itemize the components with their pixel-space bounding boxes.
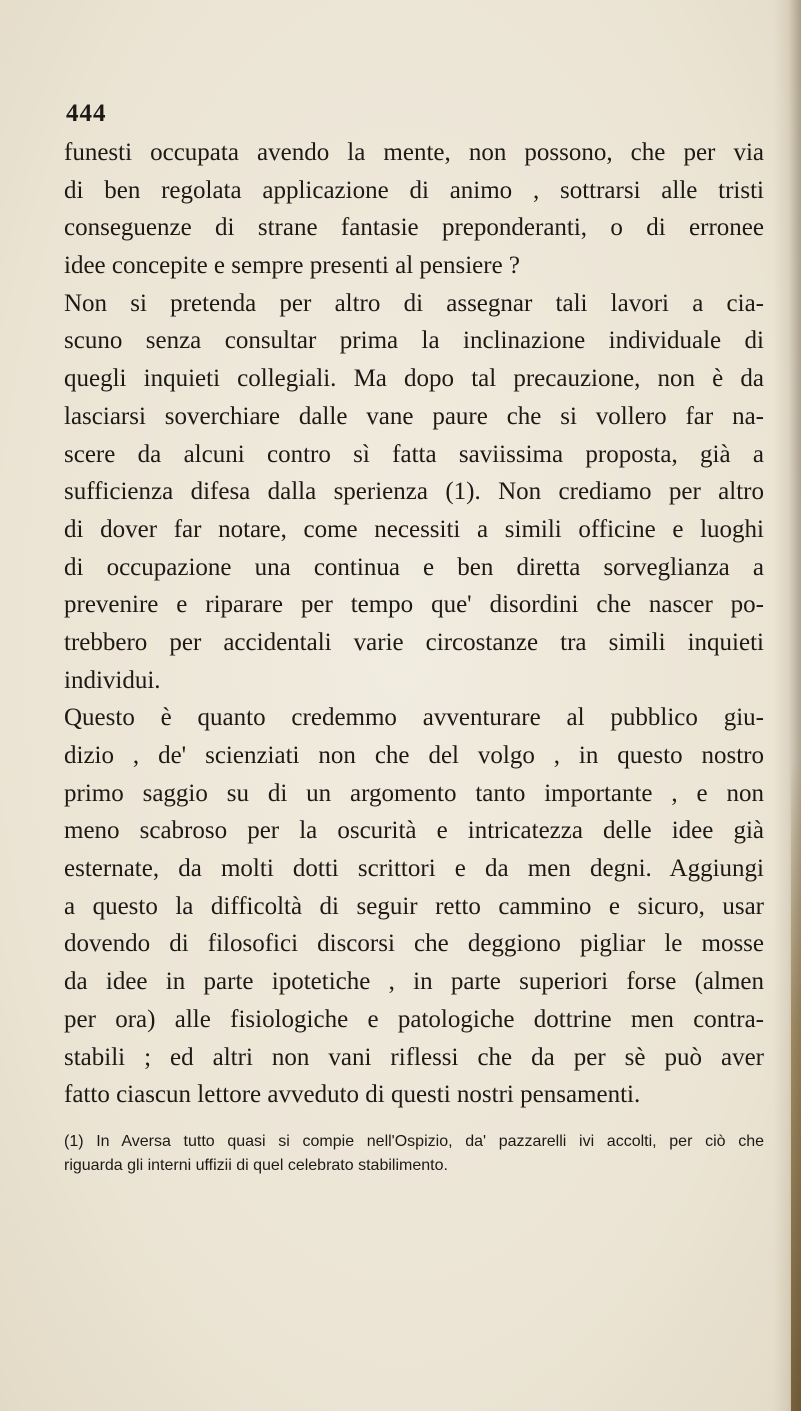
text-line: trebbero per accidentali varie circostanze tra simili inquieti — [64, 628, 764, 656]
page-number: 444 — [66, 100, 107, 127]
footnote-line: riguarda gli interni uffizii di quel celebrato stabilimento. — [64, 1157, 448, 1174]
text-line: quegli inquieti collegiali. Ma dopo tal precauzione, non è da — [64, 365, 764, 393]
text-line: fatto ciascun lettore avveduto di questi nostri pensamenti. — [64, 1081, 641, 1109]
text-line: dizio , de' scienziati non che del volgo , in questo nostro — [64, 742, 764, 769]
text-line: esternate, da molti dotti scrittori e da men degni. Aggiungi — [64, 855, 764, 883]
text-line: per ora) alle fisiologiche e patologiche dottrine men contra- — [64, 1005, 764, 1033]
text-line: stabili ; ed altri non vani riflessi che da per sè può aver — [64, 1043, 764, 1071]
footnote — [64, 1130, 764, 1178]
text-line: sufficienza difesa dalla sperienza (1). Non crediamo per altro — [64, 478, 764, 506]
text-line: Questo è quanto credemmo avventurare al pubblico giu- — [64, 704, 764, 732]
page-edge-stain — [791, 760, 801, 1411]
text-line: di occupazione una continua e ben diretta sorveglianza a — [64, 553, 764, 581]
text-line: conseguenze di strane fantasie preponderanti, o di erronee — [64, 214, 764, 242]
text-line: primo saggio su di un argomento tanto importante , e non — [64, 779, 764, 807]
text-line: meno scabroso per la oscurità e intricatezza delle idee già — [64, 817, 764, 845]
text-line: Non si pretenda per altro di assegnar tali lavori a cia- — [64, 289, 764, 317]
text-line: dovendo di filosofici discorsi che deggiono pigliar le mosse — [64, 930, 764, 958]
text-line: scere da alcuni contro sì fatta saviissima proposta, già a — [64, 440, 764, 468]
text-line: prevenire e riparare per tempo que' disordini che nascer po- — [64, 591, 764, 619]
footnote-line: (1) In Aversa tutto quasi si compie nell'Ospizio, da' pazzarelli ivi accolti, per ciò che — [64, 1133, 764, 1150]
text-line: di dover far notare, come necessiti a simili officine e luoghi — [64, 515, 764, 543]
body-text — [64, 134, 764, 1114]
text-line: idee concepite e sempre presenti al pensiere ? — [64, 252, 521, 280]
text-line: di ben regolata applicazione di animo , sottrarsi alle tristi — [64, 176, 764, 204]
text-line: individui. — [64, 666, 161, 694]
text-line: a questo la difficoltà di seguir retto cammino e sicuro, usar — [64, 892, 764, 920]
text-line: lasciarsi soverchiare dalle vane paure che si vollero far na- — [64, 402, 764, 430]
text-line: funesti occupata avendo la mente, non possono, che per via — [64, 139, 764, 166]
text-line: scuno senza consultar prima la inclinazione individuale di — [64, 327, 764, 355]
text-line: da idee in parte ipotetiche , in parte superiori forse (almen — [64, 968, 764, 996]
